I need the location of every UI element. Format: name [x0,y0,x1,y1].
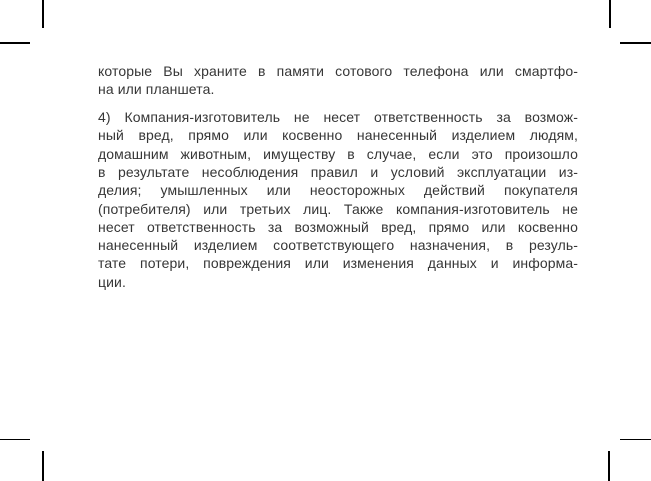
crop-mark-bottom-right-vertical [608,451,610,481]
text-line: 4) Компания-изготовитель не несет ответственность за возмож- [98,109,578,126]
text-line: домашним животным, имуществу в случае, если это произошло [98,145,578,162]
text-line: (потребителя) или третьих лиц. Также компания-изготовитель не [98,200,578,217]
text-line: которые Вы храните в памяти сотового телефона или смартфо- [98,63,578,79]
crop-mark-top-left-vertical [42,0,44,28]
text-line: ции. [98,273,126,290]
text-line: несет ответственность за возможный вред, прямо или косвенно [98,218,578,235]
crop-mark-top-right-horizontal [620,42,651,44]
text-block [98,62,578,291]
crop-mark-bottom-left-vertical [42,451,44,481]
text-line: в результате несоблюдения правил и условий эксплуатации из- [98,163,578,180]
text-line: нанесенный изделием соответствующего назначения, в резуль- [98,237,578,254]
text-line: делия; умышленных или неосторожных действий покупателя [98,182,578,199]
text-line: на или планшета. [98,81,215,98]
crop-mark-bottom-left-horizontal [0,439,30,441]
crop-mark-bottom-right-horizontal [620,439,651,441]
crop-mark-top-right-vertical [609,0,611,28]
paragraph [98,62,578,99]
crop-mark-top-left-horizontal [0,42,30,44]
text-line: ный вред, прямо или косвенно нанесенный изделием людям, [98,127,578,144]
text-line: тате потери, повреждения или изменения данных и информа- [98,255,578,272]
paragraph [98,108,578,291]
